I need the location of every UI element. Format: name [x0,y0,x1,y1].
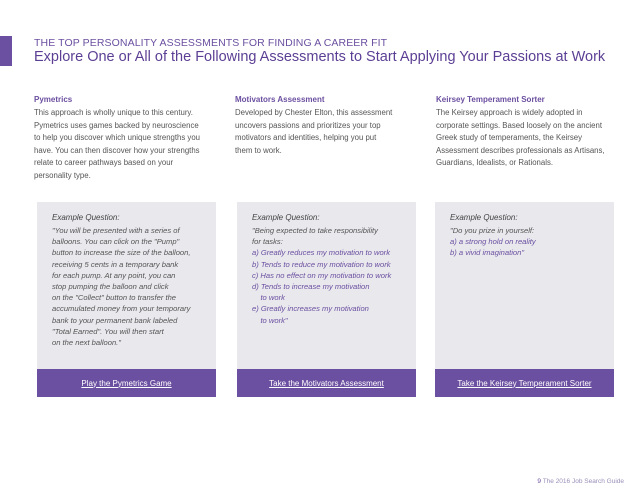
example-line: "Being expected to take responsibility [252,226,378,235]
description-line: This approach is wholly unique to this century. [34,108,193,117]
description-line: them to work. [235,145,282,155]
example-line: receiving 5 cents in a temporary bank [52,259,179,269]
description-line: have. You can then discover how your strengths [34,145,200,155]
description-line: Guardians, Idealists, or Rationals. [436,158,554,168]
example-line: for each pump. At any point, you can [52,270,176,280]
example-line: for tasks: [252,237,283,247]
description-line: Pymetrics uses games backed by neuroscience [34,120,199,130]
example-line: button to increase the size of the balloon, [52,248,191,258]
accent-bar [0,36,12,66]
example-card-motivators [237,202,416,369]
description-line: corporate settings. Based loosely on the ancient [436,120,603,130]
example-line: bank to your permanent bank labeled [52,315,178,325]
example-line: balloons. You can click on the "Pump" [52,237,180,247]
page-footer [537,478,624,485]
example-line: "You will be presented with a series of [52,226,180,235]
example-line: stop pumping the balloon and click [52,282,169,292]
answer-option: b) a vivid imagination" [450,248,525,258]
column-heading: Pymetrics [34,95,73,104]
description-line: Assessment describes professionals as Artisans, [436,145,605,155]
column-description [436,107,616,170]
description-line: to help you discover which unique strengths you [34,133,200,143]
example-line: on the "Collect" button to transfer the [52,293,177,303]
answer-option: e) Greatly increases my motivation [252,304,369,314]
description-line: uncovers passions and prioritizes your top [235,120,381,130]
column-description [34,107,214,183]
column-heading: Keirsey Temperament Sorter [436,95,545,104]
example-line: accumulated money from your temporary [52,304,191,314]
description-line: relate to career pathways based on your [34,158,174,168]
column-heading: Motivators Assessment [235,95,325,104]
answer-option: a) a strong hold on reality [450,237,536,247]
example-card-pymetrics [37,202,216,369]
column-description [235,107,415,157]
example-line: "Total Earned". You will then start [52,326,164,336]
description-line: personality type. [34,170,91,180]
description-line: Developed by Chester Elton, this assessment [235,108,393,117]
section-kicker: THE TOP PERSONALITY ASSESSMENTS FOR FINDING A CAREER FIT [34,37,388,49]
answer-option: a) Greatly reduces my motivation to work [252,248,391,258]
column-pymetrics [34,95,214,183]
example-question-label: Example Question: [450,213,518,222]
answer-option: to work [252,293,285,303]
play-pymetrics-button[interactable]: Play the Pymetrics Game [37,369,216,397]
example-question-text [52,225,214,348]
example-line: on the next balloon." [52,338,121,348]
description-line: motivators and identities, helping you put [235,133,377,143]
example-line: "Do you prize in yourself: [450,226,535,235]
take-keirsey-button[interactable]: Take the Keirsey Temperament Sorter [435,369,614,397]
description-line: The Keirsey approach is widely adopted in [436,108,583,117]
example-question-label: Example Question: [52,213,120,222]
column-keirsey [436,95,616,170]
answer-option: to work" [252,315,288,325]
column-motivators [235,95,415,157]
answer-option: c) Has no effect on my motivation to work [252,270,392,280]
answer-option: d) Tends to increase my motivation [252,282,370,292]
footer-text: The 2016 Job Search Guide [542,478,624,485]
example-question-text [450,225,612,259]
answer-option: b) Tends to reduce my motivation to work [252,259,391,269]
description-line: Greek study of temperaments, the Keirsey [436,133,583,143]
example-question-text [252,225,414,326]
example-question-label: Example Question: [252,213,320,222]
example-card-keirsey [435,202,614,369]
page-title: Explore One or All of the Following Assessments to Start Applying Your Passions at Work [34,49,606,65]
take-motivators-button[interactable]: Take the Motivators Assessment [237,369,416,397]
page-number: 9 [537,478,541,485]
